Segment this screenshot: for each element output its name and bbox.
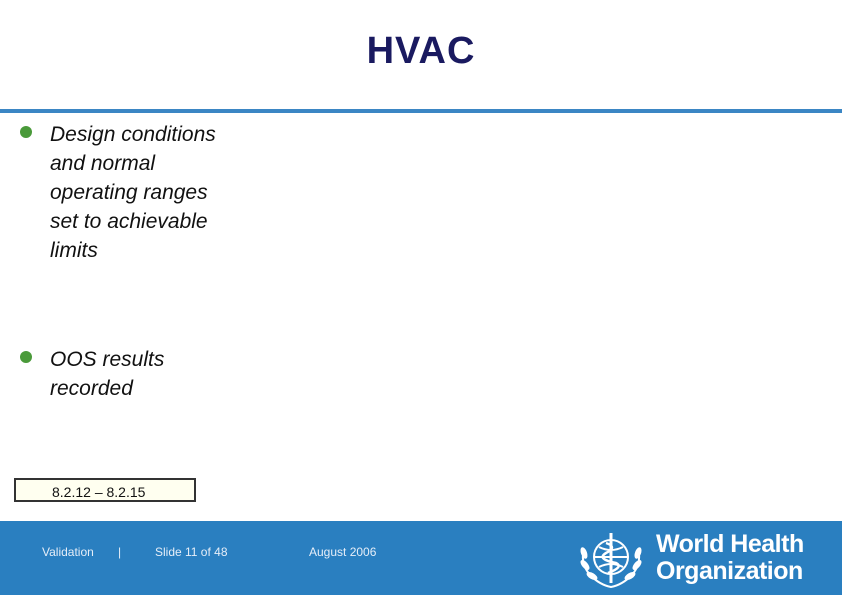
footer-section: Validation — [42, 545, 94, 559]
reference-box: 8.2.12 – 8.2.15 — [14, 478, 196, 502]
bullet-dot-icon — [20, 126, 32, 138]
slide-title: HVAC — [366, 30, 476, 72]
bullet-text: Design conditions and normal operating ranges set to achievable limits — [50, 123, 216, 262]
footer-separator: | — [118, 545, 122, 559]
who-emblem-icon — [572, 529, 650, 591]
footer-bar — [0, 521, 842, 595]
org-name-line1: World Health — [656, 530, 804, 558]
bullet-text: OOS results recorded — [50, 348, 165, 400]
who-wordmark — [656, 531, 804, 585]
title-divider — [0, 109, 842, 113]
footer-date: August 2006 — [309, 545, 377, 559]
bullet-dot-icon — [20, 351, 32, 363]
footer-slide-number: Slide 11 of 48 — [155, 545, 228, 559]
org-name-line2: Organization — [656, 557, 803, 585]
